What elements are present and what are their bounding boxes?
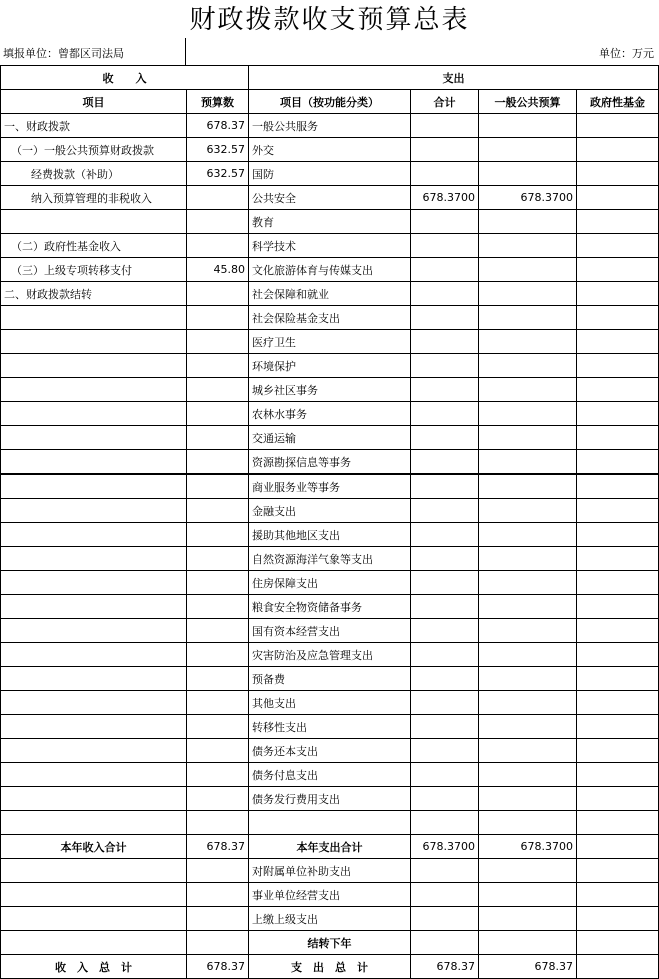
income-amount-cell (187, 883, 249, 907)
expense-total-cell (411, 907, 479, 931)
table-row (1, 883, 659, 907)
expense-total-cell (411, 210, 479, 234)
expense-fund-cell (577, 426, 659, 450)
expense-general-cell (479, 402, 577, 426)
table-row (1, 547, 659, 571)
budget-table (0, 65, 659, 979)
expense-item-cell: 上缴上级支出 (249, 907, 411, 931)
expense-total-cell (411, 378, 479, 402)
expense-total-cell (411, 258, 479, 282)
expense-total-cell (411, 643, 479, 667)
income-amount-cell (187, 330, 249, 354)
expense-fund-cell (577, 643, 659, 667)
expense-item-cell: 农林水事务 (249, 402, 411, 426)
expense-item-cell: 社会保障和就业 (249, 282, 411, 306)
expense-total-cell (411, 859, 479, 883)
expense-fund-cell (577, 811, 659, 835)
expense-item-cell: 公共安全 (249, 186, 411, 210)
income-item-cell (1, 619, 187, 643)
expense-general-cell (479, 547, 577, 571)
expense-general-cell (479, 354, 577, 378)
table-row (1, 619, 659, 643)
income-amount-cell (187, 691, 249, 715)
income-item-cell: （二）政府性基金收入 (1, 234, 187, 258)
income-amount-cell (187, 571, 249, 595)
income-item-cell (1, 667, 187, 691)
expense-total-cell (411, 547, 479, 571)
grand-expense-total-label: 支 出 总 计 (249, 955, 411, 979)
expense-fund-cell (577, 715, 659, 739)
expense-item-cell: 一般公共服务 (249, 114, 411, 138)
subheader-divider (185, 38, 186, 65)
table-row (1, 426, 659, 450)
expense-general-cell (479, 883, 577, 907)
table-row (1, 282, 659, 306)
expense-item-cell: 转移性支出 (249, 715, 411, 739)
table-row (1, 234, 659, 258)
expense-general-cell (479, 306, 577, 330)
expense-total-cell (411, 883, 479, 907)
income-amount-cell (187, 715, 249, 739)
annual-expense-general-value: 678.3700 (479, 835, 577, 859)
income-group-header: 收 入 (1, 66, 249, 90)
expense-general-cell (479, 739, 577, 763)
income-item-cell: （一）一般公共预算财政拨款 (1, 138, 187, 162)
expense-fund-cell (577, 306, 659, 330)
income-item-cell (1, 378, 187, 402)
table-row (1, 643, 659, 667)
expense-fund-cell (577, 787, 659, 811)
expense-item-cell: 债务付息支出 (249, 763, 411, 787)
expense-fund-cell (577, 234, 659, 258)
expense-item-cell: 科学技术 (249, 234, 411, 258)
expense-general-cell (479, 619, 577, 643)
income-item-cell: 经费拨款（补助） (1, 162, 187, 186)
table-row (1, 258, 659, 282)
income-item-cell (1, 426, 187, 450)
expense-total-cell (411, 811, 479, 835)
grand-total-row (1, 955, 659, 979)
column-header-row (1, 90, 659, 114)
expense-item-cell: 对附属单位补助支出 (249, 859, 411, 883)
income-item-cell (1, 859, 187, 883)
annual-expense-fund-value (577, 835, 659, 859)
expense-fund-cell (577, 282, 659, 306)
expense-item-cell: 金融支出 (249, 499, 411, 523)
expense-group-header: 支出 (249, 66, 659, 90)
expense-general-cell (479, 499, 577, 523)
income-amount-cell (187, 523, 249, 547)
grand-income-total-label: 收 入 总 计 (1, 955, 187, 979)
income-item-cell (1, 907, 187, 931)
annual-expense-total-label: 本年支出合计 (249, 835, 411, 859)
income-item-cell (1, 787, 187, 811)
expense-total-cell (411, 138, 479, 162)
income-amount-cell (187, 931, 249, 955)
subheader-row (0, 38, 659, 65)
expense-general-cell (479, 162, 577, 186)
income-amount-cell: 632.57 (187, 138, 249, 162)
table-row (1, 114, 659, 138)
expense-general-cell (479, 330, 577, 354)
income-amount-cell (187, 354, 249, 378)
expense-general-cell (479, 787, 577, 811)
col-header-total: 合计 (411, 90, 479, 114)
expense-total-cell (411, 450, 479, 475)
income-item-cell (1, 643, 187, 667)
income-amount-cell (187, 378, 249, 402)
table-row (1, 691, 659, 715)
expense-item-cell: 社会保险基金支出 (249, 306, 411, 330)
expense-item-cell: 商业服务业等事务 (249, 474, 411, 499)
table-row (1, 907, 659, 931)
income-item-cell (1, 402, 187, 426)
table-row (1, 138, 659, 162)
expense-general-cell (479, 282, 577, 306)
expense-total-cell (411, 763, 479, 787)
table-row (1, 186, 659, 210)
table-row (1, 474, 659, 499)
col-header-item: 项目 (1, 90, 187, 114)
expense-total-cell (411, 619, 479, 643)
expense-fund-cell (577, 330, 659, 354)
annual-total-row (1, 835, 659, 859)
expense-fund-cell (577, 763, 659, 787)
expense-item-cell: 自然资源海洋气象等支出 (249, 547, 411, 571)
page-title: 财政拨款收支预算总表 (189, 5, 470, 35)
table-row (1, 571, 659, 595)
expense-item-cell: 预备费 (249, 667, 411, 691)
expense-fund-cell (577, 547, 659, 571)
expense-general-cell (479, 138, 577, 162)
table-row (1, 330, 659, 354)
income-amount-cell (187, 547, 249, 571)
expense-item-cell: 灾害防治及应急管理支出 (249, 643, 411, 667)
income-item-cell (1, 811, 187, 835)
expense-total-cell (411, 691, 479, 715)
expense-general-cell (479, 450, 577, 475)
expense-total-cell (411, 595, 479, 619)
table-row (1, 450, 659, 475)
expense-fund-cell (577, 402, 659, 426)
expense-fund-cell (577, 931, 659, 955)
income-item-cell (1, 931, 187, 955)
expense-general-cell (479, 811, 577, 835)
income-amount-cell (187, 210, 249, 234)
income-item-cell (1, 691, 187, 715)
income-item-cell: 一、财政拨款 (1, 114, 187, 138)
income-item-cell (1, 354, 187, 378)
income-amount-cell (187, 234, 249, 258)
expense-fund-cell (577, 619, 659, 643)
income-item-cell (1, 306, 187, 330)
income-item-cell (1, 450, 187, 475)
expense-fund-cell (577, 186, 659, 210)
income-item-cell (1, 523, 187, 547)
table-row (1, 715, 659, 739)
col-header-item-func: 项目（按功能分类） (249, 90, 411, 114)
expense-item-cell: 国防 (249, 162, 411, 186)
expense-general-cell (479, 210, 577, 234)
table-row (1, 595, 659, 619)
budget-table-body (1, 66, 659, 979)
income-amount-cell (187, 907, 249, 931)
expense-item-cell: 国有资本经营支出 (249, 619, 411, 643)
income-item-cell: 二、财政拨款结转 (1, 282, 187, 306)
expense-general-cell (479, 426, 577, 450)
annual-expense-total-value: 678.3700 (411, 835, 479, 859)
income-amount-cell (187, 186, 249, 210)
expense-item-cell: 教育 (249, 210, 411, 234)
income-amount-cell: 45.80 (187, 258, 249, 282)
expense-fund-cell (577, 907, 659, 931)
expense-fund-cell (577, 354, 659, 378)
grand-expense-fund-value (577, 955, 659, 979)
income-amount-cell (187, 739, 249, 763)
income-amount-cell (187, 811, 249, 835)
carryover-row (1, 931, 659, 955)
grand-income-total-value: 678.37 (187, 955, 249, 979)
income-amount-cell (187, 595, 249, 619)
expense-general-cell (479, 595, 577, 619)
income-item-cell (1, 474, 187, 499)
expense-general-cell (479, 691, 577, 715)
income-item-cell: 纳入预算管理的非税收入 (1, 186, 187, 210)
expense-total-cell (411, 715, 479, 739)
expense-fund-cell (577, 499, 659, 523)
expense-item-cell: 援助其他地区支出 (249, 523, 411, 547)
expense-fund-cell (577, 691, 659, 715)
expense-item-cell: 文化旅游体育与传媒支出 (249, 258, 411, 282)
expense-total-cell (411, 330, 479, 354)
expense-general-cell (479, 523, 577, 547)
table-row (1, 667, 659, 691)
carryover-label: 结转下年 (249, 931, 411, 955)
expense-item-cell: 环境保护 (249, 354, 411, 378)
expense-general-cell (479, 715, 577, 739)
expense-total-cell (411, 426, 479, 450)
income-amount-cell (187, 763, 249, 787)
income-item-cell (1, 763, 187, 787)
expense-general-cell (479, 763, 577, 787)
income-amount-cell (187, 667, 249, 691)
expense-item-cell: 粮食安全物资储备事务 (249, 595, 411, 619)
expense-fund-cell (577, 859, 659, 883)
expense-fund-cell (577, 571, 659, 595)
expense-fund-cell (577, 114, 659, 138)
expense-general-cell (479, 378, 577, 402)
income-amount-cell (187, 450, 249, 475)
expense-item-cell: 资源勘探信息等事务 (249, 450, 411, 475)
expense-item-cell (249, 811, 411, 835)
expense-total-cell (411, 282, 479, 306)
income-item-cell (1, 547, 187, 571)
expense-item-cell: 交通运输 (249, 426, 411, 450)
expense-total-cell (411, 523, 479, 547)
expense-fund-cell (577, 667, 659, 691)
expense-total-cell (411, 571, 479, 595)
expense-item-cell: 外交 (249, 138, 411, 162)
income-amount-cell: 632.57 (187, 162, 249, 186)
income-item-cell (1, 883, 187, 907)
table-row (1, 354, 659, 378)
table-row (1, 378, 659, 402)
expense-item-cell: 住房保障支出 (249, 571, 411, 595)
income-item-cell (1, 571, 187, 595)
expense-general-cell (479, 474, 577, 499)
income-amount-cell (187, 282, 249, 306)
expense-fund-cell (577, 138, 659, 162)
expense-item-cell: 医疗卫生 (249, 330, 411, 354)
income-amount-cell (187, 402, 249, 426)
expense-general-cell (479, 258, 577, 282)
expense-total-cell (411, 234, 479, 258)
expense-total-cell (411, 474, 479, 499)
grand-expense-general-value: 678.37 (479, 955, 577, 979)
table-row (1, 859, 659, 883)
expense-general-cell (479, 571, 577, 595)
col-header-gov-fund: 政府性基金 (577, 90, 659, 114)
income-item-cell (1, 715, 187, 739)
expense-total-cell (411, 787, 479, 811)
expense-total-cell (411, 306, 479, 330)
table-row (1, 523, 659, 547)
income-item-cell (1, 595, 187, 619)
expense-total-cell (411, 402, 479, 426)
expense-fund-cell (577, 739, 659, 763)
annual-income-total-label: 本年收入合计 (1, 835, 187, 859)
table-row (1, 499, 659, 523)
expense-general-cell: 678.3700 (479, 186, 577, 210)
income-amount-cell: 678.37 (187, 114, 249, 138)
reporting-unit: 填报单位：曾都区司法局 (3, 47, 124, 60)
income-item-cell (1, 330, 187, 354)
income-amount-cell (187, 499, 249, 523)
table-row (1, 306, 659, 330)
income-item-cell (1, 739, 187, 763)
expense-general-cell (479, 931, 577, 955)
income-amount-cell (187, 474, 249, 499)
income-amount-cell (187, 619, 249, 643)
income-amount-cell (187, 643, 249, 667)
col-header-general: 一般公共预算 (479, 90, 577, 114)
expense-item-cell: 其他支出 (249, 691, 411, 715)
expense-general-cell (479, 667, 577, 691)
expense-item-cell: 城乡社区事务 (249, 378, 411, 402)
expense-fund-cell (577, 378, 659, 402)
table-row (1, 739, 659, 763)
table-row (1, 402, 659, 426)
expense-general-cell (479, 234, 577, 258)
expense-item-cell: 债务还本支出 (249, 739, 411, 763)
expense-total-cell (411, 667, 479, 691)
expense-fund-cell (577, 450, 659, 475)
expense-fund-cell (577, 883, 659, 907)
expense-fund-cell (577, 523, 659, 547)
currency-unit: 单位：万元 (599, 47, 654, 60)
expense-total-cell (411, 354, 479, 378)
income-item-cell (1, 499, 187, 523)
expense-fund-cell (577, 258, 659, 282)
table-row (1, 811, 659, 835)
expense-item-cell: 债务发行费用支出 (249, 787, 411, 811)
expense-fund-cell (577, 210, 659, 234)
grand-expense-total-value: 678.37 (411, 955, 479, 979)
income-amount-cell (187, 426, 249, 450)
expense-total-cell (411, 931, 479, 955)
expense-total-cell (411, 162, 479, 186)
income-amount-cell (187, 787, 249, 811)
expense-general-cell (479, 114, 577, 138)
col-header-budget: 预算数 (187, 90, 249, 114)
group-header-row (1, 66, 659, 90)
income-item-cell: （三）上级专项转移支付 (1, 258, 187, 282)
table-row (1, 787, 659, 811)
income-item-cell (1, 210, 187, 234)
expense-total-cell: 678.3700 (411, 186, 479, 210)
income-amount-cell (187, 859, 249, 883)
income-amount-cell (187, 306, 249, 330)
expense-total-cell (411, 499, 479, 523)
expense-fund-cell (577, 162, 659, 186)
expense-general-cell (479, 907, 577, 931)
table-row (1, 162, 659, 186)
expense-general-cell (479, 643, 577, 667)
annual-income-total-value: 678.37 (187, 835, 249, 859)
expense-fund-cell (577, 595, 659, 619)
expense-total-cell (411, 739, 479, 763)
table-row (1, 763, 659, 787)
expense-fund-cell (577, 474, 659, 499)
expense-general-cell (479, 859, 577, 883)
table-row (1, 210, 659, 234)
expense-item-cell: 事业单位经营支出 (249, 883, 411, 907)
expense-total-cell (411, 114, 479, 138)
